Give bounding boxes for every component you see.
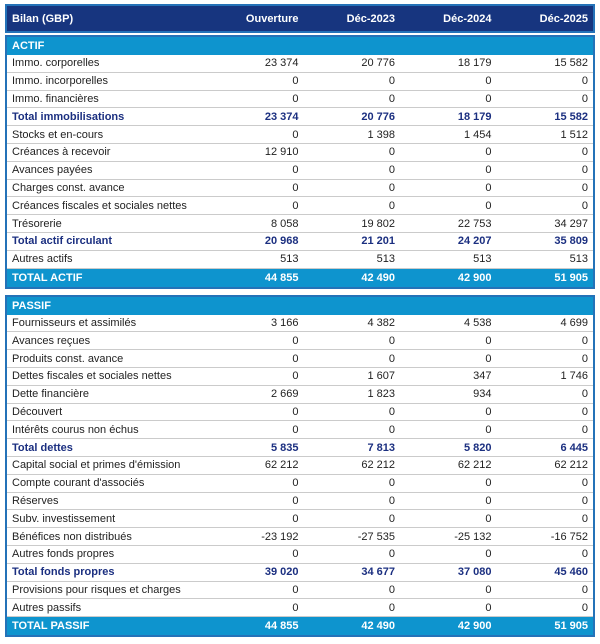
cell-value: 8 058 (270, 217, 299, 230)
table-row (7, 315, 593, 333)
row-label: Subv. investissement (12, 512, 116, 525)
row-label: Fournisseurs et assimilés (12, 316, 137, 329)
cell-value: 45 460 (554, 566, 588, 579)
cell-value: 0 (388, 423, 395, 436)
table-row (7, 386, 593, 404)
cell-value: 0 (292, 164, 299, 177)
cell-value: 0 (581, 352, 588, 365)
cell-value: 0 (388, 477, 395, 490)
cell-value: 24 207 (457, 235, 492, 248)
row-label: Dettes fiscales et sociales nettes (12, 370, 172, 383)
cell-value: 513 (569, 253, 588, 266)
cell-value: 0 (388, 494, 395, 507)
table-row (7, 91, 593, 109)
cell-value: 20 968 (264, 235, 299, 248)
cell-value: 62 212 (264, 459, 299, 472)
row-label: Dette financière (12, 388, 90, 401)
cell-value: 51 905 (554, 271, 588, 284)
row-label: TOTAL PASSIF (12, 620, 90, 633)
row-label: ACTIF (12, 40, 45, 52)
table-row (7, 599, 593, 617)
row-label: TOTAL ACTIF (12, 271, 83, 284)
cell-value: 0 (292, 423, 299, 436)
cell-value: 5 835 (270, 441, 299, 454)
cell-value: 22 753 (457, 217, 492, 230)
table-row (7, 475, 593, 493)
cell-value: 39 020 (264, 566, 299, 579)
cell-value: 3 166 (270, 316, 299, 329)
table-row (7, 368, 593, 386)
cell-value: 6 445 (560, 441, 588, 454)
cell-value: 37 080 (457, 566, 492, 579)
table-row (7, 180, 593, 198)
cell-value: 0 (292, 583, 299, 596)
row-label: Capital social et primes d'émission (12, 459, 181, 472)
cell-value: 0 (485, 92, 492, 105)
cell-value: 44 855 (264, 271, 299, 284)
cell-value: 0 (388, 199, 395, 212)
cell-value: 0 (388, 146, 395, 159)
row-label: Autres passifs (12, 601, 82, 614)
section-block-actif (5, 35, 595, 289)
cell-value: 0 (388, 601, 395, 614)
column-header-dec-2025: Déc-2025 (539, 12, 588, 25)
table-row (7, 546, 593, 564)
table-row (7, 528, 593, 546)
cell-value: 34 677 (361, 566, 395, 579)
subtotal-row (7, 564, 593, 582)
cell-value: 0 (292, 477, 299, 490)
cell-value: 0 (388, 405, 395, 418)
cell-value: 0 (388, 334, 395, 347)
cell-value: 0 (485, 423, 492, 436)
cell-value: 15 582 (554, 110, 588, 123)
cell-value: 35 809 (554, 235, 588, 248)
section-header-actif (7, 37, 593, 55)
cell-value: 0 (485, 583, 492, 596)
row-label: Autres fonds propres (12, 548, 115, 561)
cell-value: 0 (581, 146, 588, 159)
cell-value: 0 (485, 199, 492, 212)
cell-value: 19 802 (361, 217, 395, 230)
table-row (7, 197, 593, 215)
cell-value: 0 (485, 548, 492, 561)
row-label: Immo. financières (12, 92, 99, 105)
cell-value: 4 382 (367, 316, 395, 329)
cell-value: 513 (280, 253, 299, 266)
table-row (7, 126, 593, 144)
cell-value: 23 374 (264, 57, 299, 70)
row-label: Réserves (12, 494, 59, 507)
cell-value: 1 607 (367, 370, 395, 383)
cell-value: 0 (485, 146, 492, 159)
cell-value: -16 752 (550, 530, 588, 543)
cell-value: 0 (388, 512, 395, 525)
cell-value: 0 (388, 92, 395, 105)
cell-value: 0 (581, 512, 588, 525)
row-label: Avances reçues (12, 334, 91, 347)
total-row-actif (7, 269, 593, 287)
table-row (7, 350, 593, 368)
row-label: Créances fiscales et sociales nettes (12, 199, 187, 212)
cell-value: 0 (581, 477, 588, 490)
cell-value: 0 (581, 199, 588, 212)
cell-value: 0 (388, 583, 395, 596)
table-row (7, 404, 593, 422)
cell-value: 20 776 (361, 57, 395, 70)
row-label: Découvert (12, 405, 63, 418)
cell-value: 5 820 (463, 441, 492, 454)
subtotal-row (7, 108, 593, 126)
cell-value: 0 (485, 601, 492, 614)
cell-value: 18 179 (457, 57, 492, 70)
table-sections (0, 35, 600, 637)
cell-value: 0 (292, 512, 299, 525)
table-header-block (5, 4, 595, 33)
cell-value: 42 900 (457, 271, 492, 284)
cell-value: 4 699 (560, 316, 588, 329)
subtotal-row (7, 439, 593, 457)
row-label: Total dettes (12, 441, 73, 454)
cell-value: 0 (581, 164, 588, 177)
cell-value: -23 192 (261, 530, 299, 543)
row-label: Charges const. avance (12, 181, 125, 194)
cell-value: 0 (485, 334, 492, 347)
section-block-passif (5, 295, 595, 638)
cell-value: 12 910 (264, 146, 299, 159)
cell-value: 0 (292, 181, 299, 194)
cell-value: 0 (581, 494, 588, 507)
cell-value: 0 (292, 75, 299, 88)
cell-value: 0 (581, 405, 588, 418)
row-label: Produits const. avance (12, 352, 124, 365)
cell-value: 0 (388, 181, 395, 194)
table-row (7, 162, 593, 180)
table-row (7, 332, 593, 350)
cell-value: 20 776 (361, 110, 395, 123)
cell-value: 0 (292, 199, 299, 212)
cell-value: 1 823 (367, 388, 395, 401)
row-label: Intérêts courus non échus (12, 423, 139, 436)
cell-value: 0 (292, 128, 299, 141)
table-row (7, 251, 593, 269)
table-row (7, 215, 593, 233)
cell-value: 347 (473, 370, 492, 383)
cell-value: 0 (581, 75, 588, 88)
cell-value: 0 (292, 494, 299, 507)
cell-value: 0 (292, 370, 299, 383)
cell-value: 0 (292, 334, 299, 347)
row-label: Total actif circulant (12, 235, 113, 248)
cell-value: 513 (376, 253, 395, 266)
cell-value: 44 855 (264, 620, 299, 633)
cell-value: 23 374 (264, 110, 299, 123)
subtotal-row (7, 233, 593, 251)
table-row (7, 457, 593, 475)
cell-value: 0 (485, 494, 492, 507)
cell-value: 0 (388, 75, 395, 88)
column-header-ouverture: Ouverture (245, 12, 299, 25)
cell-value: 513 (473, 253, 492, 266)
row-label: Total immobilisations (12, 110, 125, 123)
cell-value: 0 (485, 164, 492, 177)
row-label: Créances à recevoir (12, 146, 111, 159)
row-label: Total fonds propres (12, 566, 115, 579)
cell-value: 0 (485, 405, 492, 418)
total-row-passif (7, 617, 593, 635)
cell-value: 0 (581, 334, 588, 347)
cell-value: 0 (388, 164, 395, 177)
cell-value: 18 179 (457, 110, 492, 123)
cell-value: 0 (388, 548, 395, 561)
row-label: Immo. corporelles (12, 57, 100, 70)
cell-value: 0 (292, 405, 299, 418)
cell-value: 0 (581, 583, 588, 596)
cell-value: 1 746 (560, 370, 588, 383)
row-label: Immo. incorporelles (12, 75, 108, 88)
cell-value: 0 (292, 601, 299, 614)
row-label: Autres actifs (12, 253, 73, 266)
row-label: Trésorerie (12, 217, 62, 230)
cell-value: 62 212 (554, 459, 588, 472)
table-header-row (7, 6, 593, 31)
cell-value: 42 900 (457, 620, 492, 633)
cell-value: 0 (292, 92, 299, 105)
cell-value: 0 (581, 92, 588, 105)
cell-value: 0 (485, 512, 492, 525)
cell-value: 15 582 (554, 57, 588, 70)
cell-value: 34 297 (554, 217, 588, 230)
cell-value: 0 (388, 352, 395, 365)
cell-value: 0 (485, 477, 492, 490)
cell-value: 0 (485, 352, 492, 365)
table-row (7, 421, 593, 439)
table-row (7, 510, 593, 528)
column-header-dec-2024: Déc-2024 (443, 12, 492, 25)
cell-value: 4 538 (463, 316, 492, 329)
table-row (7, 55, 593, 73)
cell-value: 62 212 (457, 459, 492, 472)
cell-value: 0 (581, 181, 588, 194)
row-label: Bénéfices non distribués (12, 530, 132, 543)
table-row (7, 144, 593, 162)
cell-value: 51 905 (554, 620, 588, 633)
cell-value: 2 669 (270, 388, 299, 401)
cell-value: 0 (292, 548, 299, 561)
table-row (7, 493, 593, 511)
row-label: Provisions pour risques et charges (12, 583, 181, 596)
cell-value: 42 490 (361, 620, 395, 633)
section-header-passif (7, 297, 593, 315)
cell-value: 0 (581, 388, 588, 401)
cell-value: 0 (581, 601, 588, 614)
cell-value: -27 535 (357, 530, 395, 543)
table-title: Bilan (GBP) (12, 12, 74, 25)
cell-value: 0 (292, 352, 299, 365)
cell-value: 0 (485, 181, 492, 194)
cell-value: 21 201 (361, 235, 395, 248)
row-label: Compte courant d'associés (12, 477, 145, 490)
cell-value: 0 (581, 548, 588, 561)
cell-value: 1 398 (367, 128, 395, 141)
cell-value: 0 (485, 75, 492, 88)
cell-value: -25 132 (454, 530, 492, 543)
cell-value: 0 (581, 423, 588, 436)
cell-value: 1 454 (463, 128, 492, 141)
table-row (7, 582, 593, 600)
row-label: Stocks et en-cours (12, 128, 104, 141)
row-label: Avances payées (12, 164, 93, 177)
column-header-dec-2023: Déc-2023 (346, 12, 395, 25)
cell-value: 62 212 (361, 459, 395, 472)
cell-value: 934 (473, 388, 492, 401)
cell-value: 7 813 (367, 441, 395, 454)
table-row (7, 73, 593, 91)
row-label: PASSIF (12, 299, 51, 312)
cell-value: 42 490 (361, 271, 395, 284)
cell-value: 1 512 (560, 128, 588, 141)
